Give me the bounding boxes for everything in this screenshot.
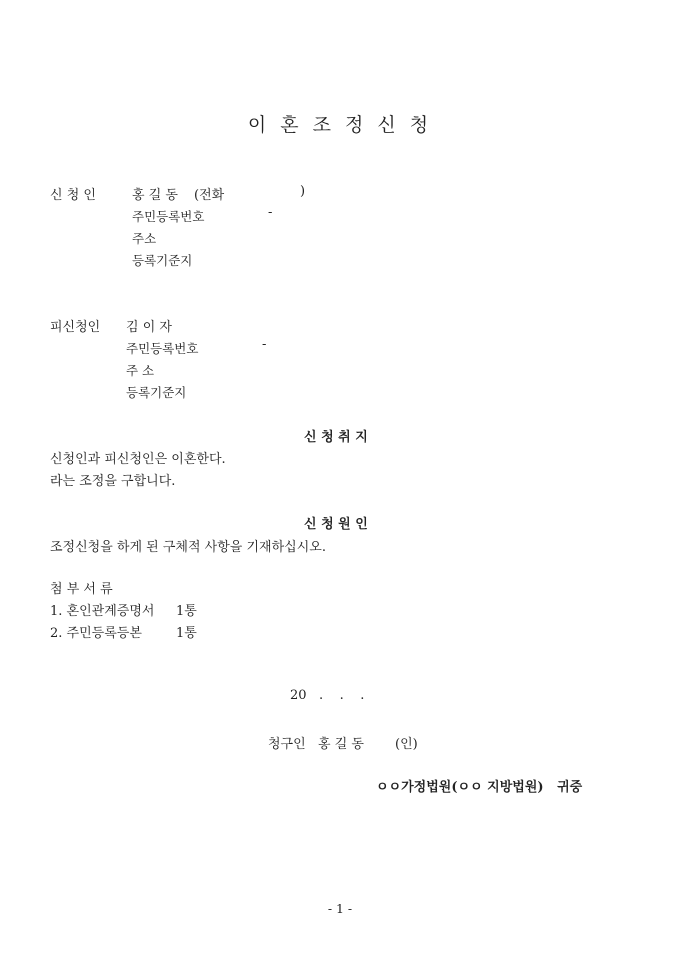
signature-seal: (인) — [395, 737, 418, 752]
purpose-heading: 신 청 취 지 — [304, 430, 368, 445]
applicant-phone-close: ) — [300, 184, 306, 199]
applicant-label: 신 청 인 — [50, 188, 96, 203]
respondent-name: 김 이 자 — [126, 320, 172, 335]
attachments-heading: 첨 부 서 류 — [50, 582, 113, 597]
applicant-phone-open: (전화 — [194, 188, 225, 203]
signature-label: 청구인 — [268, 737, 306, 752]
document-title: 이 혼 조 정 신 청 — [247, 114, 433, 136]
page-number: - 1 - — [327, 901, 353, 916]
applicant-name: 홍 길 동 — [132, 188, 178, 203]
date-line: 20 . . . — [290, 688, 365, 703]
purpose-line-2: 라는 조정을 구합니다. — [50, 474, 176, 489]
respondent-address-label: 주 소 — [126, 363, 155, 378]
signature-name: 홍 길 동 — [318, 737, 364, 752]
applicant-rrn-label: 주민등록번호 — [132, 209, 205, 224]
respondent-registry-label: 등록기준지 — [126, 385, 187, 400]
attachment-item-1-count: 1통 — [176, 604, 197, 619]
cause-line-1: 조정신청을 하게 된 구체적 사항을 기재하십시오. — [50, 540, 326, 555]
respondent-label: 피신청인 — [50, 320, 101, 335]
attachment-item-2-name: 2. 주민등록등본 — [50, 626, 142, 641]
applicant-rrn-dash: - — [268, 205, 273, 220]
purpose-line-1: 신청인과 피신청인은 이혼한다. — [50, 452, 226, 467]
cause-heading: 신 청 원 인 — [304, 517, 368, 532]
respondent-rrn-dash: - — [262, 337, 267, 352]
court-addressee: ㅇㅇ가정법원(ㅇㅇ 지방법원) 귀중 — [376, 780, 583, 795]
attachment-item-1-name: 1. 혼인관계증명서 — [50, 604, 155, 619]
attachment-item-2-count: 1통 — [176, 626, 197, 641]
applicant-registry-label: 등록기준지 — [132, 253, 193, 268]
respondent-rrn-label: 주민등록번호 — [126, 341, 199, 356]
applicant-address-label: 주소 — [132, 231, 157, 246]
